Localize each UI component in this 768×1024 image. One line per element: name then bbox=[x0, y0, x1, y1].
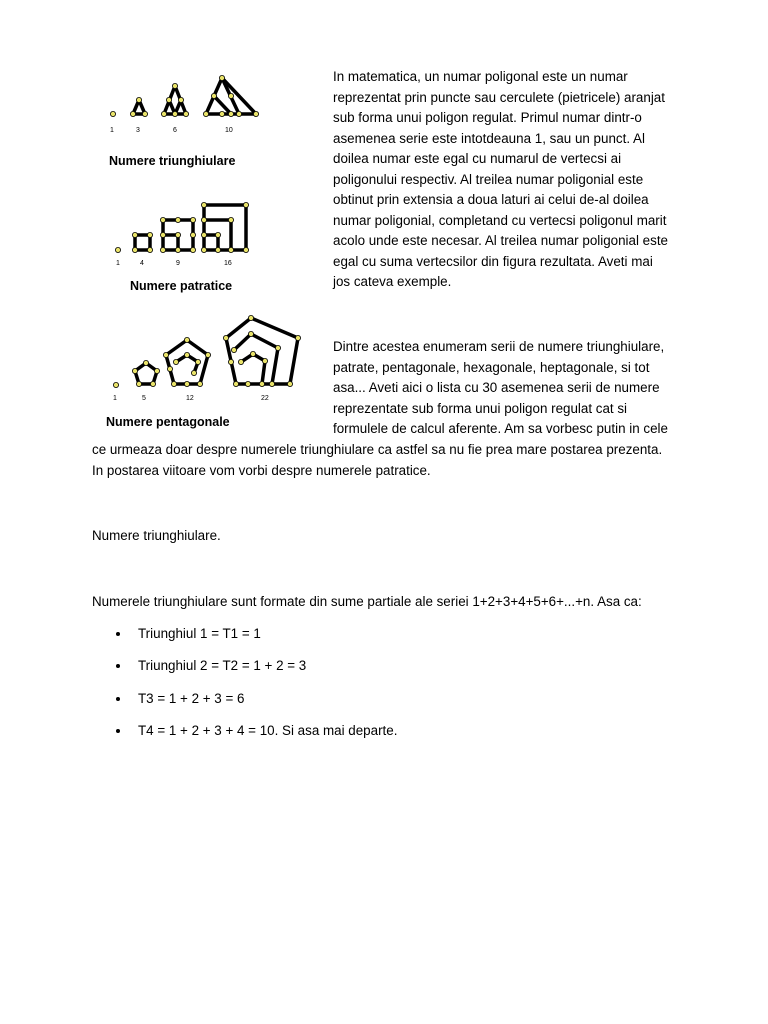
figure-caption: Numere triunghiulare bbox=[109, 154, 236, 168]
figure-label: 1 bbox=[116, 260, 120, 267]
series-paragraph-continued bbox=[92, 440, 662, 481]
text-line: patrate, pentagonale, hexagonale, heptagonale, si tot bbox=[333, 359, 650, 375]
figure-caption: Numere pentagonale bbox=[106, 415, 230, 429]
text-line: In postarea viitoare vom vorbi despre numerele patratice. bbox=[92, 462, 431, 478]
text-line: poligonului respectiv. Al treilea numar poligonial este bbox=[333, 171, 644, 187]
text-line: reprezentate sub forma unui poligon regulat cat si bbox=[333, 400, 628, 416]
list-item-text: T4 = 1 + 2 + 3 + 4 = 10. Si asa mai departe. bbox=[138, 723, 398, 738]
text-line: numar poligonial, completand cu vertecsi poligonul marit bbox=[333, 212, 667, 228]
triangular-numbers-figure bbox=[100, 70, 280, 180]
list-item-text: Triunghiul 1 = T1 = 1 bbox=[138, 626, 261, 641]
bullet-icon bbox=[116, 632, 120, 636]
text-line: sub forma unui poligon regulat. Primul numar dintr-o bbox=[333, 110, 642, 125]
figure-label: 3 bbox=[136, 127, 140, 134]
text-line: asemenea serie este intotdeauna 1, sau un punct. Al bbox=[333, 130, 645, 146]
list-item-text: Triunghiul 2 = T2 = 1 + 2 = 3 bbox=[138, 658, 307, 673]
text-line: In matematica, un numar poligonal este un numar bbox=[333, 69, 628, 84]
intro-paragraph bbox=[333, 67, 668, 293]
figure-label: 1 bbox=[113, 395, 117, 402]
text-line: jos cateva exemple. bbox=[333, 274, 452, 289]
pentagonal-numbers-figure bbox=[108, 312, 308, 437]
square-diagram bbox=[108, 200, 268, 270]
figure-label: 22 bbox=[261, 395, 269, 402]
text-line: acolo unde este necesar. Al treilea numar poligonial este bbox=[333, 233, 668, 248]
figure-label: 9 bbox=[176, 260, 180, 267]
section-heading: Numere triunghiulare. bbox=[92, 528, 221, 543]
bullet-icon bbox=[116, 664, 120, 668]
text-line: formulele de calcul aferente. Am sa vorbesc putin in cele bbox=[333, 421, 668, 436]
figure-label: 16 bbox=[224, 260, 232, 267]
text-line: Dintre acestea enumeram serii de numere triunghiulare, bbox=[333, 339, 665, 354]
figure-label: 4 bbox=[140, 260, 144, 267]
bullet-icon bbox=[116, 697, 120, 701]
text-line: egal cu suma vertecsilor din figura rezultata. Aveti mai bbox=[333, 253, 653, 269]
figure-label: 12 bbox=[186, 395, 194, 402]
intro-sentence: Numerele triunghiulare sunt formate din sume partiale ale seriei 1+2+3+4+5+6+...+n. Asa ca: bbox=[92, 594, 642, 609]
figure-label: 6 bbox=[173, 127, 177, 134]
text-line: ce urmeaza doar despre numerele triunghiulare ca astfel sa nu fie prea mare postarea prezenta. bbox=[92, 442, 663, 457]
square-numbers-figure bbox=[108, 200, 268, 300]
figure-caption: Numere patratice bbox=[130, 279, 233, 293]
text-line: asa... Aveti aici o lista cu 30 asemenea serii de numere bbox=[333, 380, 660, 395]
text-line: obtinut prin extensia a doua laturi ai celui de-al doilea bbox=[333, 192, 649, 207]
list-item-text: T3 = 1 + 2 + 3 = 6 bbox=[138, 691, 245, 706]
figure-label: 5 bbox=[142, 395, 146, 402]
figure-label: 1 bbox=[110, 127, 114, 134]
figure-label: 10 bbox=[225, 127, 233, 134]
text-line: doilea numar este egal cu numarul de vertecsi ai bbox=[333, 151, 622, 166]
series-paragraph bbox=[333, 337, 668, 440]
pentagonal-diagram bbox=[108, 312, 308, 402]
text-line: reprezentat prin puncte sau cerculete (pietricele) aranjat bbox=[333, 89, 665, 105]
bullet-icon bbox=[116, 729, 120, 733]
